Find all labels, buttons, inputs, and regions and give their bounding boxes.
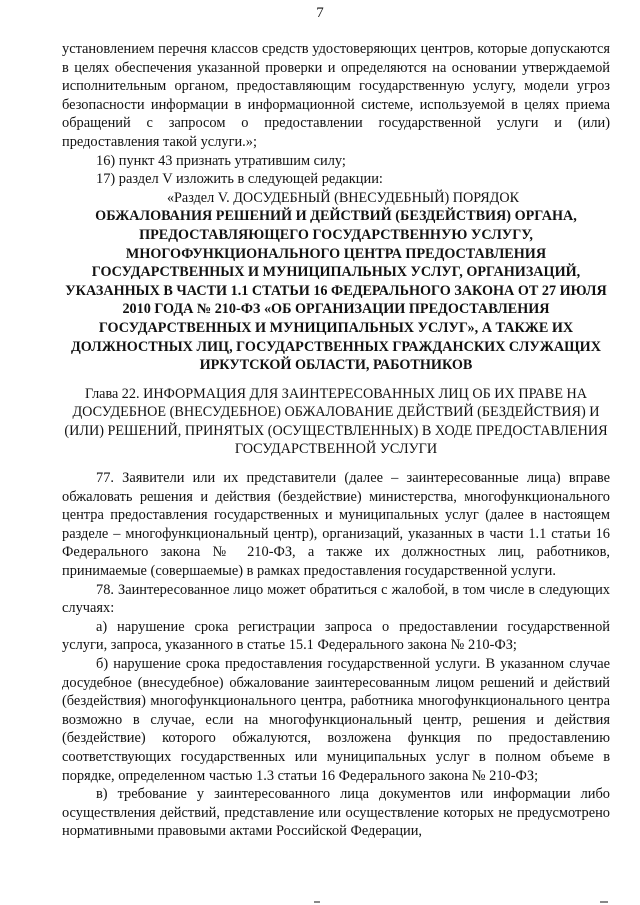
paragraph-78: 78. Заинтересованное лицо может обратиться с жалобой, в том числе в следующих случаях: [62,581,610,617]
paragraph-item-16: 16) пункт 43 признать утратившим силу; [96,152,346,169]
scan-mark [600,901,608,903]
document-body [62,40,610,841]
paragraph-item-17: 17) раздел V изложить в следующей редакции: [96,171,383,188]
section-title-rest: ОБЖАЛОВАНИЯ РЕШЕНИЙ И ДЕЙСТВИЙ (БЕЗДЕЙСТВИЯ) ОРГАНА, ПРЕДОСТАВЛЯЮЩЕГО ГОСУДАРСТВЕННУЮ УСЛУГУ, МНОГОФУНКЦИОНАЛЬНОГО ЦЕНТРА ПРЕДОСТАВЛЕНИЯ ГОСУДАРСТВЕННЫХ И МУНИЦИПАЛЬНЫХ УСЛУГ, ОРГАНИЗАЦИЙ, УКАЗАННЫХ В ЧАСТИ 1.1 СТАТЬИ 16 ФЕДЕРАЛЬНОГО ЗАКОНА ОТ 27 ИЮЛЯ 2010 ГОДА № 210-ФЗ «ОБ ОРГАНИЗАЦИИ ПРЕДОСТАВЛЕНИЯ ГОСУДАРСТВЕННЫХ И МУНИЦИПАЛЬНЫХ УСЛУГ», А ТАКЖЕ ИХ ДОЛЖНОСТНЫХ ЛИЦ, ГОСУДАРСТВЕННЫХ ГРАЖДАНСКИХ СЛУЖАЩИХ ИРКУТСКОЙ ОБЛАСТИ, РАБОТНИКОВ [65,208,607,374]
section-title-first-line: «Раздел V. ДОСУДЕБНЫЙ (ВНЕСУДЕБНЫЙ) ПОРЯДОК [166,189,520,206]
paragraph-continuation: установлением перечня классов средств удостоверяющих центров, которые допускаются в целях обеспечения указанной проверки и определяются на основании утверждаемой исполнительным органом, предоставляющим государственную услугу, модели угроз безопасности информации в информационной системе, используемой в целях приема обращений с запросом о предоставлении государственной услуги и (или) предоставления такой услуги.»; [62,41,610,150]
paragraph-77: 77. Заявители или их представители (далее – заинтересованные лица) вправе обжаловать решения и действия (бездействие) министерства, многофункционального центра предоставления государственных и муниципальных услуг (далее в настоящем разделе – многофункциональный центр), организаций, указанных в части 1.1 статьи 16 Федерального закона № 210-ФЗ, а также их должностных лиц, работников, принимаемые (совершаемые) в рамках предоставления государственной услуги. [62,470,610,580]
chapter-title: Глава 22. ИНФОРМАЦИЯ ДЛЯ ЗАИНТЕРЕСОВАННЫХ ЛИЦ ОБ ИХ ПРАВЕ НА ДОСУДЕБНОЕ (ВНЕСУДЕБНОЕ) ОБЖАЛОВАНИЕ ДЕЙСТВИЙ (БЕЗДЕЙСТВИЯ) И (ИЛИ) РЕШЕНИЙ, ПРИНЯТЫХ (ОСУЩЕСТВЛЕННЫХ) В ХОДЕ ПРЕДОСТАВЛЕНИЯ ГОСУДАРСТВЕННОЙ УСЛУГИ [64,385,608,458]
section-title [62,189,610,375]
paragraph-78-a: а) нарушение срока регистрации запроса о предоставлении государственной услуги, запроса, указанного в статье 15.1 Федерального закона № 210-ФЗ; [62,618,610,654]
paragraph-78-b: б) нарушение срока предоставления государственной услуги. В указанном случае досудебное (внесудебное) обжалование заинтересованным лицом решений и действий (бездействия) многофункционального центра, работника многофункционального центра возможно в случае, если на многофункциональный центр, решения и действия (бездействие) которого обжалуются, возложена функция по предоставлению соответствующих государственных или муниципальных услуг в полном объеме в порядке, определенном частью 1.3 статьи 16 Федерального закона № 210-ФЗ; [62,656,610,784]
page-number: 7 [316,5,324,21]
scan-mark [314,901,320,903]
paragraph-78-v: в) требование у заинтересованного лица документов или информации либо осуществления действий, представление или осуществление которых не предусмотрено нормативными правовыми актами Российской Федерации, [62,786,610,840]
